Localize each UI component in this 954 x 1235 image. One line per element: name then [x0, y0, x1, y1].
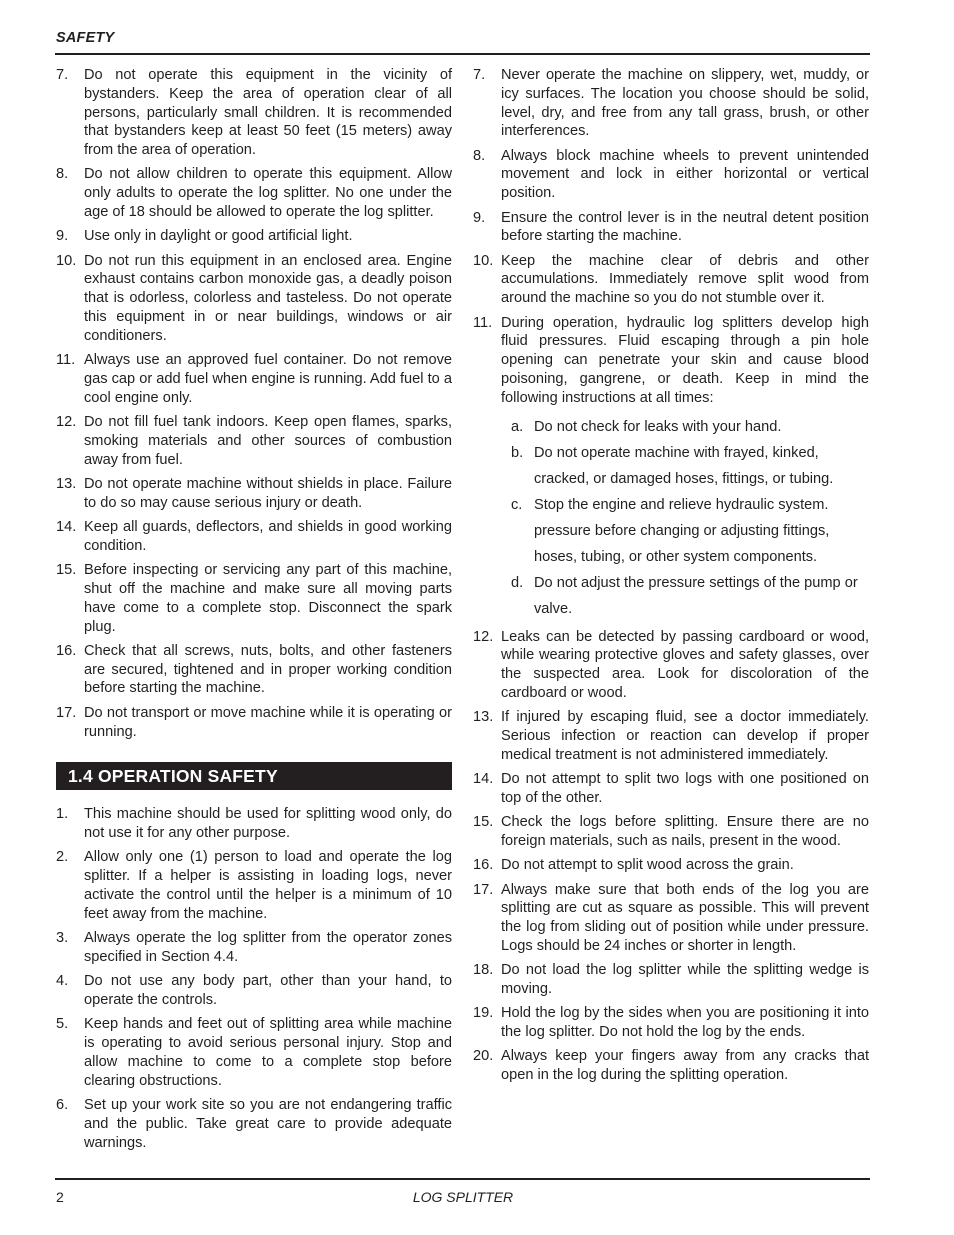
sub-list-item: d. Do not adjust the pressure settings of the pump or valve. — [511, 574, 858, 617]
hydraulic-instructions-list — [511, 414, 869, 622]
list-item: 4. Do not use any body part, other than your hand, to operate the controls. — [56, 973, 452, 1008]
list-item: 17. Always make sure that both ends of the log you are splitting are cut as square as possible. This will prevent the log from sliding out of position while under pressure. Logs should be 24 inches or shorter in length. — [473, 881, 869, 954]
list-item: 11. Always use an approved fuel container. Do not remove gas cap or add fuel when engine is running. Add fuel to a cool engine only. — [56, 352, 452, 406]
list-item: 7. Never operate the machine on slippery, wet, muddy, or icy surfaces. The location you choose should be solid, level, dry, and free from any tall grass, brush, or other interferences. — [473, 67, 869, 140]
list-item: 20. Always keep your fingers away from any cracks that open in the log during the splitting operation. — [473, 1048, 869, 1084]
footer-rule — [55, 1178, 870, 1180]
sub-list-item: c. Stop the engine and relieve hydraulic system. pressure before changing or adjusting fittings, hoses, tubing, or other system components. — [511, 496, 830, 565]
list-item: 15. Check the logs before splitting. Ensure there are no foreign materials, such as nails, present in the wood. — [473, 814, 869, 850]
list-item: 11. During operation, hydraulic log splitters develop high fluid pressures. Fluid escaping through a pin hole opening can penetrate your skin and cause blood poisoning, gangrene, or death. Keep in mind the following instructions at all times: — [473, 314, 869, 406]
list-item: 8. Always block machine wheels to prevent unintended movement and lock in either horizontal or vertical position. — [473, 147, 869, 202]
list-item: 10. Keep the machine clear of debris and other accumulations. Immediately remove split wood from around the machine so you do not stumble over it. — [473, 252, 869, 307]
list-item: 12. Do not fill fuel tank indoors. Keep open flames, sparks, smoking materials and other sources of combustion away from fuel. — [56, 414, 452, 468]
running-header: SAFETY — [56, 30, 115, 46]
list-item: 3. Always operate the log splitter from the operator zones specified in Section 4.4. — [56, 930, 452, 965]
list-item: 8. Do not allow children to operate this equipment. Allow only adults to operate the log splitter. No one under the age of 18 should be allowed to operate the log splitter. — [56, 166, 452, 221]
list-item: 13. Do not operate machine without shields in place. Failure to do so may cause serious injury or death. — [56, 475, 452, 511]
list-item: 17. Do not transport or move machine while it is operating or running. — [56, 704, 452, 740]
operation-safety-list — [56, 805, 452, 1152]
list-item: 14. Keep all guards, deflectors, and shields in good working condition. — [56, 519, 452, 554]
list-item: 19. Hold the log by the sides when you are positioning it into the log splitter. Do not hold the log by the ends. — [473, 1005, 869, 1041]
header-rule — [55, 53, 870, 55]
list-item: 9. Ensure the control lever is in the neutral detent position before starting the machine. — [473, 209, 869, 245]
list-item: 12. Leaks can be detected by passing cardboard or wood, while wearing protective gloves and safety glasses, over the suspected area. Look for discoloration of the cardboard or wood. — [473, 628, 869, 701]
list-item: 7. Do not operate this equipment in the vicinity of bystanders. Keep the area of operation clear of all persons, particularly small children. It is recommended that bystanders keep at least 50 feet (15 meters) away from the area of operation. — [56, 67, 452, 159]
left-list — [56, 66, 452, 741]
list-item: 2. Allow only one (1) person to load and operate the log splitter. If a helper is assisting in loading logs, never activate the control until the helper is a minimum of 10 feet away from the machine. — [56, 849, 452, 922]
section-heading: 1.4 OPERATION SAFETY — [56, 762, 452, 790]
list-item: 16. Check that all screws, nuts, bolts, and other fasteners are secured, tightened and in proper working condition before starting the machine. — [56, 642, 452, 697]
list-item: 16. Do not attempt to split wood across the grain. — [473, 857, 794, 874]
list-item: 14. Do not attempt to split two logs with one positioned on top of the other. — [473, 771, 869, 806]
list-item: 6. Set up your work site so you are not endangering traffic and the public. Take great care to provide adequate warnings. — [56, 1096, 452, 1151]
left-column — [56, 66, 452, 1158]
sub-list-item: a. Do not check for leaks with your hand. — [511, 418, 782, 435]
list-item: 5. Keep hands and feet out of splitting area while machine is operating to avoid serious personal injury. Stop and allow machine to come to a complete stop before clearing obstructions. — [56, 1016, 452, 1089]
page-number: 2 — [56, 1189, 64, 1205]
sub-list-item: b. Do not operate machine with frayed, kinked, cracked, or damaged hoses, fittings, or tubing. — [511, 444, 834, 487]
right-list-a — [473, 66, 869, 408]
footer-title: LOG SPLITTER — [412, 1189, 514, 1205]
list-item: 18. Do not load the log splitter while the splitting wedge is moving. — [473, 962, 869, 998]
right-list-b — [473, 628, 869, 1086]
right-column — [473, 66, 869, 1091]
list-item: 15. Before inspecting or servicing any part of this machine, shut off the machine and make sure all moving parts have come to a complete stop. Disconnect the spark plug. — [56, 562, 452, 635]
list-item: 1. This machine should be used for splitting wood only, do not use it for any other purpose. — [56, 806, 452, 842]
list-item: 10. Do not run this equipment in an enclosed area. Engine exhaust contains carbon monoxide gas, a deadly poison that is odorless, colorless and tasteless. Do not operate this equipment in or near buildings, windows or air conditioners. — [56, 252, 452, 344]
list-item: 9. Use only in daylight or good artificial light. — [56, 228, 353, 245]
list-item: 13. If injured by escaping fluid, see a doctor immediately. Serious infection or reaction can develop if proper medical treatment is not administered immediately. — [473, 709, 869, 763]
